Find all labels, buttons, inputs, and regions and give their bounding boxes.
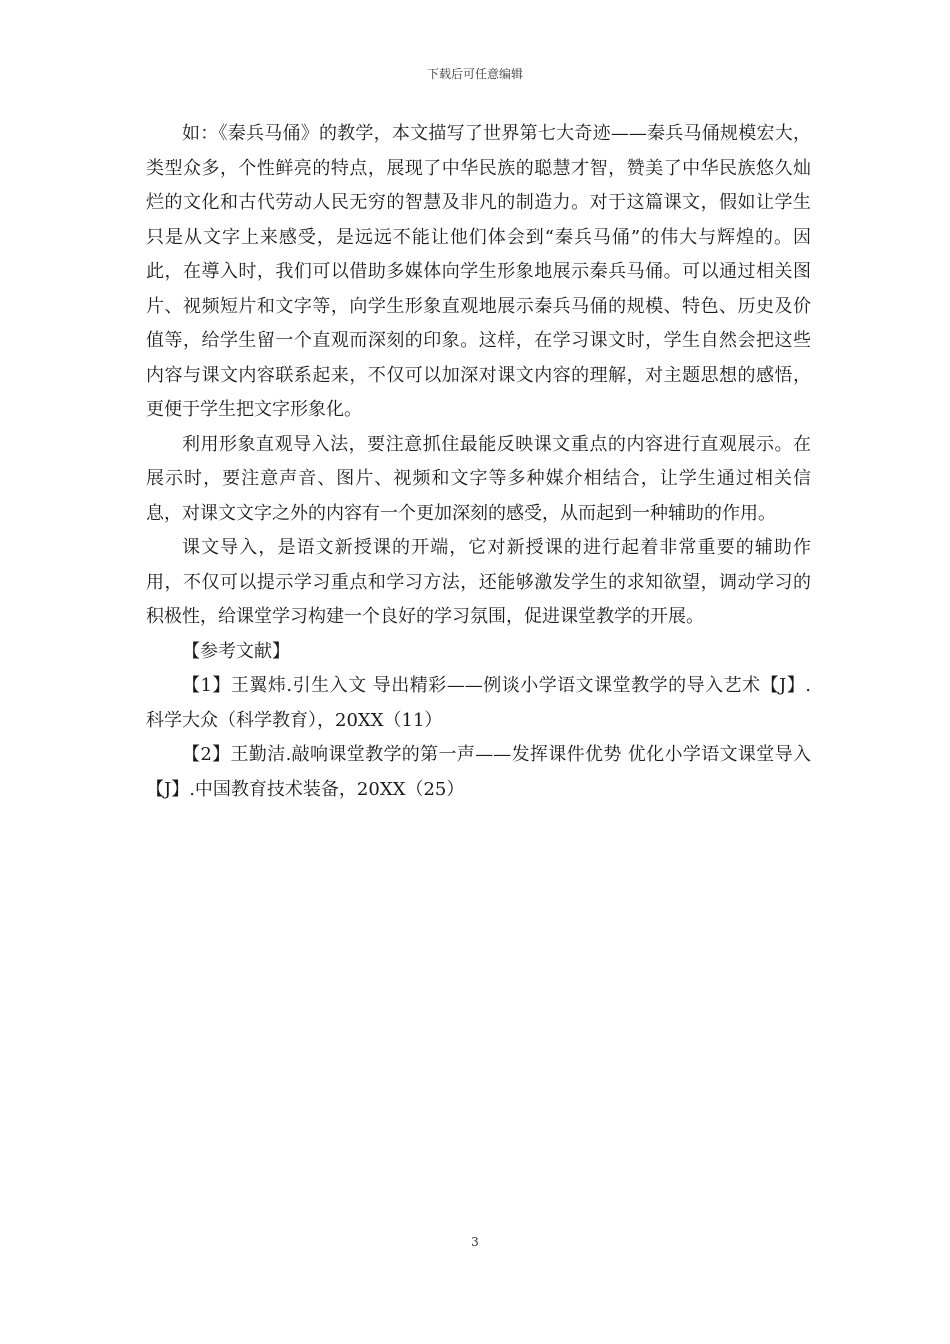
body-paragraph-2: 利用形象直观导入法，要注意抓住最能反映课文重点的内容进行直观展示。在展示时，要注意声音、图片、视频和文字等多种媒介相结合，让学生通过相关信息，对课文文字之外的内容有一个更加深刻的感受，从而起到一种辅助的作用。 [146, 433, 811, 524]
reference-item-1: 【1】王翼炜.引生入文 导出精彩——例谈小学语文课堂教学的导入艺术【J】.科学大众（科学教育），20XX（11） [146, 675, 811, 731]
page-header: 下载后可任意编辑 [426, 67, 523, 81]
body-paragraph-3: 课文导入，是语文新授课的开端，它对新授课的进行起着非常重要的辅助作用，不仅可以提示学习重点和学习方法，还能够激发学生的求知欲望，调动学习的积极性，给课堂学习构建一个良好的学习氛围，促进课堂教学的开展。 [146, 537, 811, 627]
reference-item-2: 【2】王勤洁.敲响课堂教学的第一声——发挥课件优势 优化小学语文课堂导入【J】.中国教育技术装备，20XX（25） [146, 744, 811, 800]
page-number: 3 [471, 1235, 479, 1249]
document-body [146, 117, 811, 807]
body-paragraph-1: 如：《秦兵马俑》的教学，本文描写了世界第七大奇迹——秦兵马俑规模宏大，类型众多，个性鲜亮的特点，展现了中华民族的聪慧才智，赞美了中华民族悠久灿烂的文化和古代劳动人民无穷的智慧及非凡的制造力。对于这篇课文，假如让学生只是从文字上来感受，是远远不能让他们体会到“秦兵马俑”的伟大与辉煌的。因此，在導入时，我们可以借助多媒体向学生形象地展示秦兵马俑。可以通过相关图片、视频短片和文字等，向学生形象直观地展示秦兵马俑的规模、特色、历史及价值等，给学生留一个直观而深刻的印象。这样，在学习课文时，学生自然会把这些内容与课文内容联系起来，不仅可以加深对课文内容的理解，对主题思想的感悟，更便于学生把文字形象化。 [146, 123, 811, 420]
references-title: 【参考文献】 [182, 640, 290, 662]
